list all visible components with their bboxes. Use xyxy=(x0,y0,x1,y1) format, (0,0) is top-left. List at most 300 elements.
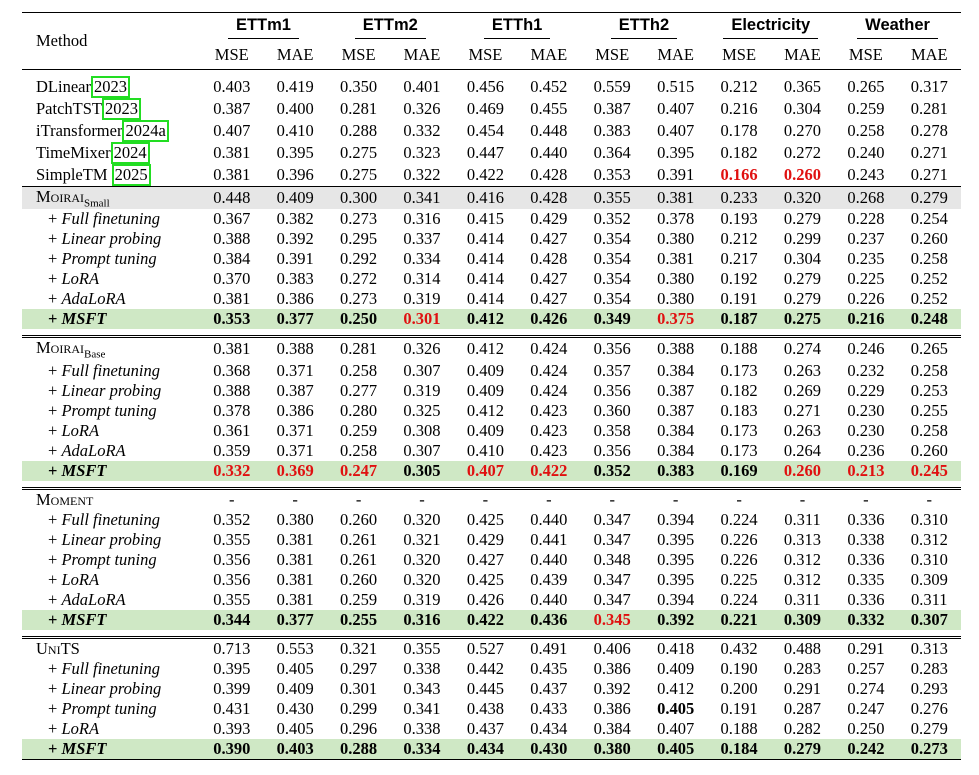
table-row xyxy=(22,550,961,570)
method-cell xyxy=(22,98,200,120)
results-table xyxy=(22,12,961,760)
value-cell: 0.383 xyxy=(276,269,314,289)
value-cell: 0.319 xyxy=(403,589,441,609)
value-cell: 0.414 xyxy=(466,289,504,309)
value-cell: 0.265 xyxy=(847,77,885,96)
method-cell xyxy=(22,570,200,590)
value-cell: 0.307 xyxy=(898,610,961,630)
value-cell: 0.332 xyxy=(200,461,263,481)
value-cell: 0.242 xyxy=(834,739,897,760)
value-cell: 0.377 xyxy=(263,610,326,630)
value-cell: 0.380 xyxy=(657,289,695,309)
table-row xyxy=(22,98,961,120)
value-cell: 0.395 xyxy=(213,658,251,678)
plus-sign: + xyxy=(48,698,62,718)
method-name: Prompt tuning xyxy=(61,400,157,420)
value-cell: 0.299 xyxy=(340,698,378,718)
value-cell: 0.336 xyxy=(847,589,885,609)
value-cell: 0.300 xyxy=(327,187,390,210)
method-cell xyxy=(22,637,200,659)
value-cell: 0.491 xyxy=(517,637,580,659)
method-name: Prompt tuning xyxy=(61,249,157,269)
value-cell: 0.261 xyxy=(340,529,378,549)
value-cell: 0.427 xyxy=(466,549,504,569)
value-cell: 0.422 xyxy=(466,165,504,184)
value-cell: 0.225 xyxy=(720,569,758,589)
row-gap xyxy=(22,329,961,337)
value-cell: 0.273 xyxy=(340,289,378,309)
mae-header: MAE xyxy=(771,42,834,70)
value-cell: 0.409 xyxy=(466,380,504,400)
value-cell: 0.258 xyxy=(910,360,948,380)
value-cell: 0.391 xyxy=(657,165,695,184)
value-cell: 0.319 xyxy=(403,380,441,400)
value-cell: 0.279 xyxy=(910,718,948,738)
value-cell: 0.359 xyxy=(213,440,251,460)
method-name: Prompt tuning xyxy=(61,549,157,569)
value-cell: 0.336 xyxy=(847,509,885,529)
value-cell: 0.245 xyxy=(898,461,961,481)
value-cell: 0.409 xyxy=(276,678,314,698)
value-cell: 0.166 xyxy=(720,165,758,184)
plus-sign: + xyxy=(48,269,62,289)
value-cell: 0.360 xyxy=(593,400,631,420)
method-cell xyxy=(22,209,200,229)
value-cell: 0.387 xyxy=(213,99,251,118)
value-cell: 0.515 xyxy=(657,77,695,96)
mae-header: MAE xyxy=(390,42,453,70)
value-cell: 0.271 xyxy=(910,165,948,184)
value-cell: 0.247 xyxy=(327,461,390,481)
value-cell: 0.323 xyxy=(403,143,441,162)
model-name: Moment xyxy=(36,489,94,509)
method-cell xyxy=(22,269,200,289)
value-cell: 0.326 xyxy=(390,337,453,361)
value-cell: 0.233 xyxy=(707,187,770,210)
model-name: Moirai xyxy=(36,187,84,206)
value-cell: 0.283 xyxy=(910,658,948,678)
value-cell: 0.553 xyxy=(263,637,326,659)
dataset-header-label: Weather xyxy=(857,16,938,39)
value-cell: 0.190 xyxy=(720,658,758,678)
value-cell: 0.440 xyxy=(530,549,568,569)
value-cell: 0.412 xyxy=(466,400,504,420)
value-cell: 0.430 xyxy=(276,698,314,718)
value-cell: 0.178 xyxy=(720,121,758,140)
plus-sign: + xyxy=(48,420,62,440)
value-cell: 0.713 xyxy=(200,637,263,659)
value-cell: 0.405 xyxy=(657,698,695,718)
value-cell: 0.469 xyxy=(466,99,504,118)
value-cell: 0.403 xyxy=(213,77,251,96)
value-cell: 0.439 xyxy=(530,569,568,589)
value-cell: 0.288 xyxy=(327,739,390,760)
method-name: iTransformer xyxy=(36,121,123,140)
value-cell: 0.416 xyxy=(454,187,517,210)
value-cell: 0.407 xyxy=(657,99,695,118)
value-cell: 0.381 xyxy=(200,337,263,361)
plus-sign: + xyxy=(48,380,62,400)
value-cell: 0.313 xyxy=(898,637,961,659)
method-name: PatchTST xyxy=(36,99,102,118)
value-cell: 0.407 xyxy=(657,121,695,140)
value-cell: 0.192 xyxy=(720,269,758,289)
value-cell: 0.395 xyxy=(657,549,695,569)
method-name: Full finetuning xyxy=(61,658,160,678)
value-cell: 0.345 xyxy=(581,610,644,630)
method-cell xyxy=(22,401,200,421)
value-cell: 0.280 xyxy=(340,400,378,420)
value-cell: 0.425 xyxy=(466,569,504,589)
value-cell: 0.381 xyxy=(276,529,314,549)
value-cell: 0.422 xyxy=(517,461,580,481)
value-cell: 0.273 xyxy=(340,209,378,229)
value-cell: 0.281 xyxy=(910,99,948,118)
value-cell: 0.386 xyxy=(593,658,631,678)
table-row xyxy=(22,679,961,699)
value-cell: 0.384 xyxy=(657,360,695,380)
value-cell: 0.355 xyxy=(581,187,644,210)
value-cell: 0.427 xyxy=(530,289,568,309)
value-cell: 0.188 xyxy=(707,337,770,361)
value-cell: 0.343 xyxy=(403,678,441,698)
value-cell: 0.275 xyxy=(771,309,834,329)
value-cell: 0.260 xyxy=(340,509,378,529)
row-gap-cell xyxy=(22,329,961,337)
method-cell xyxy=(22,337,200,361)
method-name: Linear probing xyxy=(61,380,162,400)
table-row xyxy=(22,570,961,590)
method-name: MSFT xyxy=(61,309,107,329)
value-cell: 0.347 xyxy=(593,569,631,589)
value-cell: 0.317 xyxy=(910,77,948,96)
value-cell: 0.356 xyxy=(593,440,631,460)
value-cell: 0.226 xyxy=(720,549,758,569)
value-cell: 0.281 xyxy=(340,99,378,118)
value-cell: 0.412 xyxy=(657,678,695,698)
method-name: LoRA xyxy=(61,269,100,289)
plus-sign: + xyxy=(48,569,62,589)
value-cell: - xyxy=(834,488,897,510)
value-cell: 0.313 xyxy=(783,529,822,549)
value-cell: 0.395 xyxy=(657,143,695,162)
value-cell: 0.371 xyxy=(276,360,314,380)
citation: 2024a xyxy=(122,120,168,142)
value-cell: 0.395 xyxy=(657,569,695,589)
value-cell: - xyxy=(390,488,453,510)
citation: 2023 xyxy=(102,98,141,120)
value-cell: 0.184 xyxy=(707,739,770,760)
value-cell: 0.268 xyxy=(834,187,897,210)
value-cell: 0.354 xyxy=(593,289,631,309)
value-cell: 0.435 xyxy=(530,658,568,678)
method-name: Full finetuning xyxy=(61,509,160,529)
plus-sign: + xyxy=(48,529,62,549)
citation: 2023 xyxy=(91,76,130,98)
value-cell: 0.395 xyxy=(276,143,314,162)
value-cell: 0.183 xyxy=(720,400,758,420)
table-row xyxy=(22,441,961,461)
value-cell: 0.400 xyxy=(276,99,314,118)
plus-sign: + xyxy=(48,460,62,480)
value-cell: 0.418 xyxy=(644,637,707,659)
value-cell: 0.200 xyxy=(720,678,758,698)
value-cell: 0.392 xyxy=(276,229,314,249)
value-cell: - xyxy=(454,488,517,510)
dataset-header-label: ETTm2 xyxy=(355,16,426,39)
value-cell: - xyxy=(263,488,326,510)
value-cell: 0.353 xyxy=(200,309,263,329)
table-row xyxy=(22,510,961,530)
model-size: Small xyxy=(84,197,110,210)
value-cell: 0.355 xyxy=(390,637,453,659)
method-cell xyxy=(22,590,200,610)
value-cell: 0.355 xyxy=(213,529,251,549)
method-name: Linear probing xyxy=(61,229,162,249)
value-cell: 0.401 xyxy=(403,77,441,96)
value-cell: - xyxy=(200,488,263,510)
value-cell: 0.258 xyxy=(847,121,885,140)
value-cell: 0.281 xyxy=(327,337,390,361)
value-cell: 0.405 xyxy=(276,658,314,678)
value-cell: 0.380 xyxy=(276,509,314,529)
value-cell: 0.375 xyxy=(644,309,707,329)
model-row xyxy=(22,337,961,361)
value-cell: - xyxy=(707,488,770,510)
value-cell: 0.320 xyxy=(403,569,441,589)
value-cell: 0.368 xyxy=(213,360,251,380)
value-cell: - xyxy=(517,488,580,510)
value-cell: 0.384 xyxy=(593,718,631,738)
plus-sign: + xyxy=(48,289,62,309)
value-cell: 0.382 xyxy=(276,209,314,229)
value-cell: 0.263 xyxy=(783,420,822,440)
value-cell: 0.277 xyxy=(340,380,378,400)
value-cell: 0.255 xyxy=(910,400,948,420)
method-name: LoRA xyxy=(61,718,100,738)
method-cell xyxy=(22,510,200,530)
value-cell: 0.312 xyxy=(783,549,822,569)
method-cell xyxy=(22,120,200,142)
value-cell: 0.392 xyxy=(644,610,707,630)
value-cell: 0.272 xyxy=(340,269,378,289)
method-name: AdaLoRA xyxy=(61,440,126,460)
method-name: Prompt tuning xyxy=(61,698,157,718)
table-row xyxy=(22,590,961,610)
value-cell: 0.349 xyxy=(581,309,644,329)
value-cell: 0.347 xyxy=(593,589,631,609)
value-cell: 0.399 xyxy=(213,678,251,698)
value-cell: 0.320 xyxy=(771,187,834,210)
value-cell: 0.426 xyxy=(466,589,504,609)
value-cell: 0.384 xyxy=(657,420,695,440)
method-name: DLinear xyxy=(36,77,91,96)
value-cell: 0.235 xyxy=(847,249,885,269)
value-cell: 0.425 xyxy=(466,509,504,529)
value-cell: 0.307 xyxy=(403,360,441,380)
value-cell: 0.217 xyxy=(720,249,758,269)
table-row xyxy=(22,421,961,441)
value-cell: 0.312 xyxy=(783,569,822,589)
table-row xyxy=(22,361,961,381)
row-gap xyxy=(22,481,961,489)
method-cell xyxy=(22,659,200,679)
value-cell: 0.410 xyxy=(276,121,314,140)
value-cell: 0.438 xyxy=(466,698,504,718)
table-row xyxy=(22,401,961,421)
value-cell: 0.212 xyxy=(720,229,758,249)
method-cell xyxy=(22,610,200,630)
value-cell: 0.424 xyxy=(530,360,568,380)
value-cell: 0.258 xyxy=(910,249,948,269)
method-name: AdaLoRA xyxy=(61,289,126,309)
value-cell: 0.221 xyxy=(707,610,770,630)
method-name: Full finetuning xyxy=(61,209,160,229)
value-cell: 0.279 xyxy=(783,289,822,309)
method-header: Method xyxy=(22,13,200,70)
method-name: SimpleTM xyxy=(36,165,112,184)
value-cell: 0.414 xyxy=(466,269,504,289)
value-cell: 0.409 xyxy=(466,420,504,440)
value-cell: 0.371 xyxy=(276,420,314,440)
citation: 2025 xyxy=(112,164,151,186)
value-cell: 0.332 xyxy=(403,121,441,140)
value-cell: 0.434 xyxy=(530,718,568,738)
value-cell: 0.272 xyxy=(783,143,822,162)
value-cell: 0.388 xyxy=(644,337,707,361)
value-cell: 0.358 xyxy=(593,420,631,440)
value-cell: 0.395 xyxy=(657,529,695,549)
plus-sign: + xyxy=(48,309,62,329)
value-cell: 0.356 xyxy=(213,569,251,589)
mae-header: MAE xyxy=(517,42,580,70)
value-cell: 0.419 xyxy=(276,77,314,96)
value-cell: 0.260 xyxy=(783,165,822,184)
value-cell: 0.409 xyxy=(657,658,695,678)
value-cell: 0.427 xyxy=(530,269,568,289)
value-cell: 0.237 xyxy=(847,229,885,249)
value-cell: 0.429 xyxy=(466,529,504,549)
value-cell: 0.320 xyxy=(403,549,441,569)
value-cell: 0.236 xyxy=(847,440,885,460)
plus-sign: + xyxy=(48,400,62,420)
plus-sign: + xyxy=(48,678,62,698)
value-cell: 0.387 xyxy=(276,380,314,400)
method-cell xyxy=(22,229,200,249)
value-cell: 0.341 xyxy=(403,698,441,718)
value-cell: 0.311 xyxy=(911,589,948,609)
value-cell: 0.232 xyxy=(847,360,885,380)
dataset-header-etth2 xyxy=(581,13,708,42)
msft-row xyxy=(22,610,961,630)
value-cell: 0.378 xyxy=(213,400,251,420)
value-cell: 0.337 xyxy=(403,229,441,249)
value-cell: 0.381 xyxy=(213,165,251,184)
value-cell: 0.381 xyxy=(213,143,251,162)
method-cell xyxy=(22,488,200,510)
value-cell: 0.252 xyxy=(910,289,948,309)
value-cell: 0.309 xyxy=(771,610,834,630)
value-cell: 0.448 xyxy=(530,121,568,140)
value-cell: 0.354 xyxy=(593,269,631,289)
plus-sign: + xyxy=(48,658,62,678)
value-cell: 0.334 xyxy=(403,249,441,269)
value-cell: 0.182 xyxy=(720,380,758,400)
method-cell xyxy=(22,361,200,381)
method-name: Full finetuning xyxy=(61,360,160,380)
citation: 2024 xyxy=(111,142,150,164)
value-cell: - xyxy=(581,488,644,510)
value-cell: 0.320 xyxy=(403,509,441,529)
value-cell: 0.406 xyxy=(581,637,644,659)
value-cell: 0.169 xyxy=(707,461,770,481)
value-cell: 0.248 xyxy=(898,309,961,329)
value-cell: 0.259 xyxy=(340,420,378,440)
value-cell: 0.423 xyxy=(530,440,568,460)
method-name: TimeMixer xyxy=(36,143,111,162)
value-cell: 0.283 xyxy=(783,658,822,678)
value-cell: 0.259 xyxy=(340,589,378,609)
value-cell: 0.252 xyxy=(910,269,948,289)
value-cell: 0.378 xyxy=(657,209,695,229)
value-cell: 0.429 xyxy=(530,209,568,229)
value-cell: 0.321 xyxy=(403,529,441,549)
value-cell: 0.396 xyxy=(276,165,314,184)
value-cell: 0.391 xyxy=(276,249,314,269)
plus-sign: + xyxy=(48,229,62,249)
method-name: Linear probing xyxy=(61,529,162,549)
value-cell: 0.428 xyxy=(530,249,568,269)
method-cell xyxy=(22,699,200,719)
value-cell: 0.387 xyxy=(657,380,695,400)
dataset-header-label: ETTh1 xyxy=(484,16,550,39)
method-name: AdaLoRA xyxy=(61,589,126,609)
value-cell: 0.259 xyxy=(847,99,885,118)
value-cell: 0.383 xyxy=(644,461,707,481)
value-cell: 0.559 xyxy=(593,77,631,96)
model-row xyxy=(22,488,961,510)
value-cell: 0.430 xyxy=(517,739,580,760)
value-cell: 0.422 xyxy=(454,610,517,630)
value-cell: 0.381 xyxy=(657,249,695,269)
method-cell xyxy=(22,142,200,164)
value-cell: 0.274 xyxy=(771,337,834,361)
value-cell: 0.361 xyxy=(213,420,251,440)
dataset-header-etth1 xyxy=(454,13,581,42)
value-cell: 0.390 xyxy=(200,739,263,760)
table-row xyxy=(22,229,961,249)
value-cell: 0.409 xyxy=(263,187,326,210)
value-cell: 0.353 xyxy=(593,165,631,184)
value-cell: 0.387 xyxy=(657,400,695,420)
value-cell: 0.273 xyxy=(898,739,961,760)
dataset-header-label: ETTh2 xyxy=(611,16,677,39)
value-cell: 0.352 xyxy=(593,209,631,229)
method-cell xyxy=(22,441,200,461)
value-cell: 0.436 xyxy=(517,610,580,630)
value-cell: 0.250 xyxy=(847,718,885,738)
value-cell: 0.352 xyxy=(213,509,251,529)
plus-sign: + xyxy=(48,738,62,758)
value-cell: 0.338 xyxy=(403,718,441,738)
value-cell: 0.316 xyxy=(403,209,441,229)
value-cell: 0.173 xyxy=(720,440,758,460)
plus-sign: + xyxy=(48,549,62,569)
value-cell: 0.275 xyxy=(340,143,378,162)
value-cell: 0.388 xyxy=(213,229,251,249)
method-cell xyxy=(22,739,200,760)
model-row xyxy=(22,637,961,659)
